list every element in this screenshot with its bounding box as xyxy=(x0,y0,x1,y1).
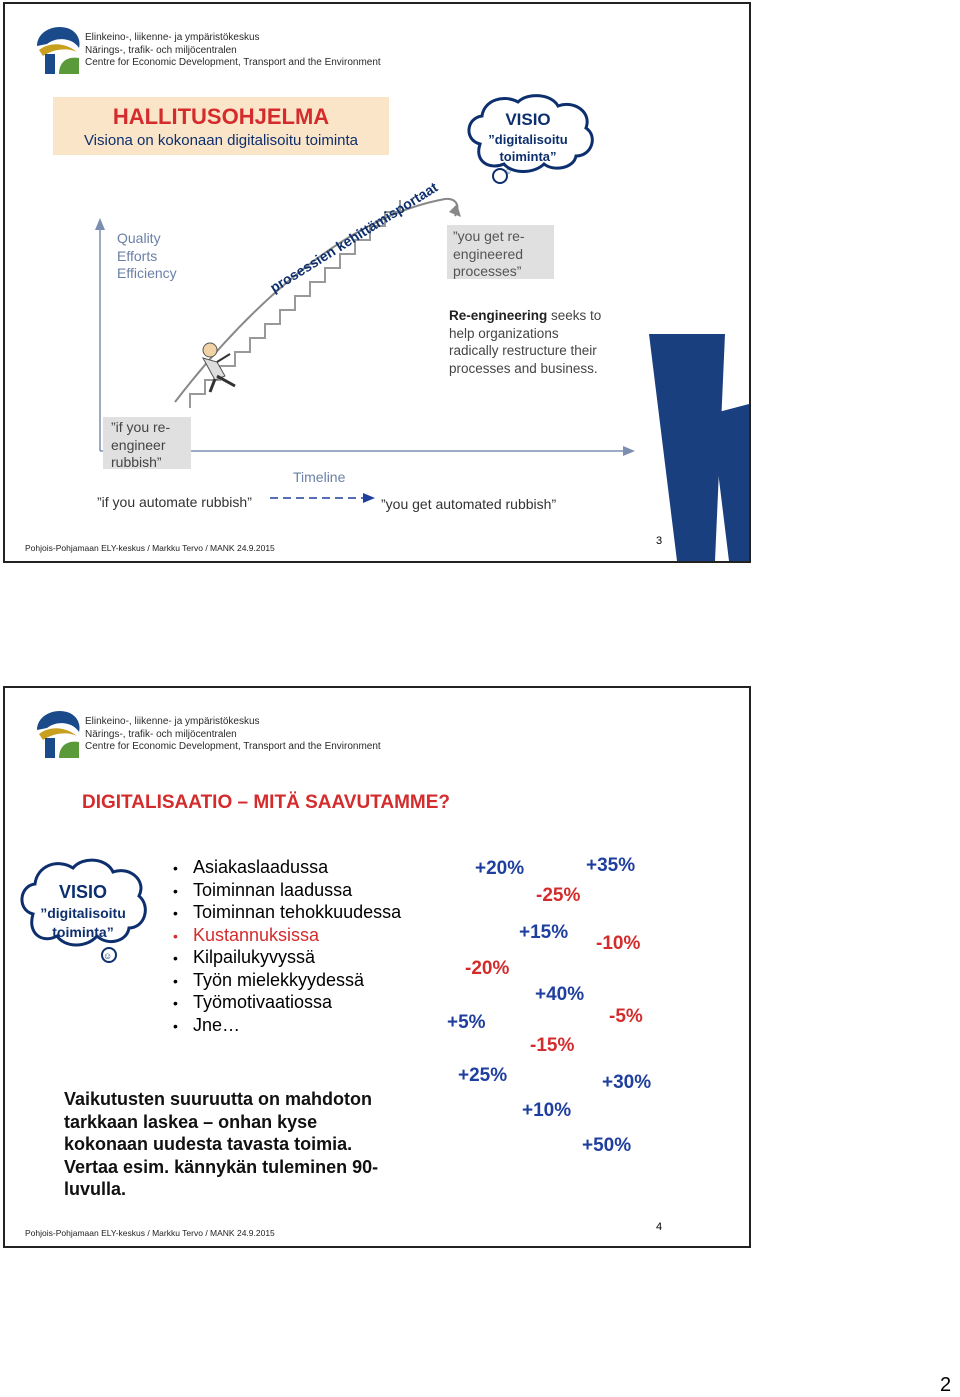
axis-label-efficiency: Efficiency xyxy=(117,265,177,281)
percent-label: +5% xyxy=(447,1012,486,1033)
document-page-number: 2 xyxy=(940,1374,952,1396)
bullet-item: • Jne… xyxy=(173,1014,241,1035)
bullet-item: • Asiakaslaadussa xyxy=(173,857,329,877)
bullet-item: • Toiminnan tehokkuudessa xyxy=(173,902,402,922)
page-number: 3 xyxy=(656,535,663,547)
if-automate-label: ”if you automate rubbish” xyxy=(97,494,252,510)
axis-label-quality: Quality xyxy=(117,230,161,246)
svg-text:☺: ☺ xyxy=(504,167,513,176)
bullet-text: Toiminnan tehokkuudessa xyxy=(193,902,402,922)
percent-label: -25% xyxy=(536,885,581,906)
percent-label: +50% xyxy=(582,1135,632,1156)
vision-cloud xyxy=(15,856,151,968)
percent-label: -5% xyxy=(609,1006,643,1027)
logo-line-3: Centre for Economic Development, Transport and the Environment xyxy=(85,57,381,68)
vision-title: VISIO xyxy=(58,882,108,902)
svg-text:☺: ☺ xyxy=(103,951,113,961)
vision-line-2: toiminta” xyxy=(499,149,557,164)
vision-line-1: ”digitalisoitu xyxy=(40,905,126,921)
reengineered-box: ”you get re-engineered processes” xyxy=(447,225,554,279)
timeline-label: Timeline xyxy=(293,469,346,485)
bullet-text: Kustannuksissa xyxy=(193,924,320,945)
slide-3 xyxy=(3,2,751,563)
percent-label: +15% xyxy=(519,922,569,943)
percent-label: +10% xyxy=(522,1100,572,1121)
percent-label: +30% xyxy=(602,1072,652,1093)
reengineering-bold: Re-engineering xyxy=(449,308,548,323)
percent-label: +35% xyxy=(586,855,636,876)
bullet-text: Asiakaslaadussa xyxy=(193,857,329,877)
program-subtitle: Visiona on kokonaan digitalisoitu toiminta xyxy=(83,132,359,149)
logo-line-2: Närings-, trafik- och miljöcentralen xyxy=(85,728,237,740)
you-get-automated-label: ”you get automated rubbish” xyxy=(381,496,557,512)
percent-label: -20% xyxy=(465,958,510,979)
page-number: 4 xyxy=(656,1221,663,1233)
bullet-item: • Työmotivaatiossa xyxy=(173,992,333,1012)
footer: Pohjois-Pohjamaan ELY-keskus / Markku Tervo / MANK 24.9.2015 xyxy=(25,543,275,553)
bullet-item: • Kilpailukyvyssä xyxy=(173,947,316,967)
footer: Pohjois-Pohjamaan ELY-keskus / Markku Tervo / MANK 24.9.2015 xyxy=(25,1228,275,1238)
percent-label: +25% xyxy=(458,1065,508,1086)
vision-title: VISIO xyxy=(505,110,551,129)
percent-label: +20% xyxy=(475,858,525,879)
slide-heading: DIGITALISAATIO – MITÄ SAAVUTAMME? xyxy=(82,792,451,813)
if-reengineer-box: ”if you re-engineer rubbish” xyxy=(103,417,191,469)
slide-4 xyxy=(3,686,751,1248)
bullet-text: Jne… xyxy=(193,1014,241,1035)
reengineering-text: seeks to help organizations radically restructure their processes and business. xyxy=(449,308,602,376)
reengineering-diagram xyxy=(5,4,749,561)
bullet-text: Työn mielekkyydessä xyxy=(193,969,365,990)
axis-labels xyxy=(117,230,177,283)
percent-label: -10% xyxy=(596,933,641,954)
ely-logo-icon xyxy=(33,708,83,760)
bullet-text: Kilpailukyvyssä xyxy=(193,947,316,967)
program-title: HALLITUSOHJELMA xyxy=(112,104,330,129)
bullet-item: • Työn mielekkyydessä xyxy=(173,969,365,990)
bullet-item: • Toiminnan laadussa xyxy=(173,879,353,900)
bullet-text: Toiminnan laadussa xyxy=(193,879,353,900)
impact-note: Vaikutusten suuruutta on mahdoton tarkkaan laskea – onhan kyse kokonaan uudesta tavasta toimia. Vertaa esim. kännykän tuleminen 90-luvulla. xyxy=(64,1089,379,1199)
percent-label: -15% xyxy=(530,1035,575,1056)
logo-line-2: Närings-, trafik- och miljöcentralen xyxy=(85,44,237,56)
vision-line-1: ”digitalisoitu xyxy=(488,132,568,147)
logo-line-3: Centre for Economic Development, Transport and the Environment xyxy=(85,741,381,752)
vision-line-2: toiminta” xyxy=(52,924,114,940)
bullet-text: Työmotivaatiossa xyxy=(193,992,333,1012)
bullet-item: • Kustannuksissa xyxy=(173,924,320,945)
logo-line-1: Elinkeino-, liikenne- ja ympäristökeskus xyxy=(85,32,260,43)
stairs-label: prosessien kehittämisportaat xyxy=(267,178,441,296)
logo-line-1: Elinkeino-, liikenne- ja ympäristökeskus xyxy=(85,716,260,727)
reengineering-description xyxy=(449,307,609,377)
percent-label: +40% xyxy=(535,984,585,1005)
axis-label-efforts: Efforts xyxy=(117,247,158,264)
